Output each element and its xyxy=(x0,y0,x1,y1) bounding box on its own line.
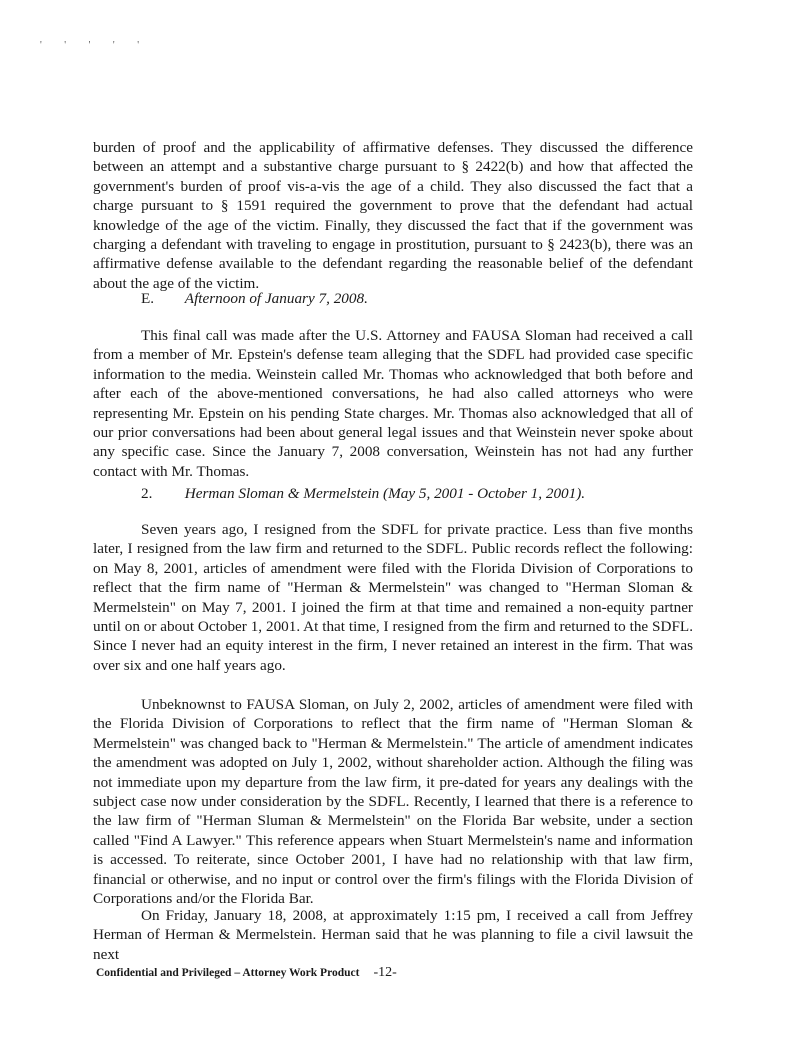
paragraph-e xyxy=(93,326,693,481)
section-label: E. xyxy=(141,290,155,307)
section-title: Herman Sloman & Mermelstein (May 5, 2001 - October 1, 2001). xyxy=(184,485,586,502)
scan-specks: ' ' ' ' ' xyxy=(40,40,150,51)
section-title: Afternoon of January 7, 2008. xyxy=(184,290,368,307)
section-heading-e xyxy=(141,289,368,308)
paragraph-2b xyxy=(93,695,693,908)
paragraph-text: Unbeknownst to FAUSA Sloman, on July 2, 2002, articles of amendment were filed with the Florida Division of Corporations to reflect that the firm name of "Herman Sloman & Mermelstein" was changed back to "Herman & Mermelstein." The article of amendment indicates the amendment was adopted on July 1, 2002, without shareholder action. Although the filing was not immediate upon my departure from the law firm, it pre-dated for years any dealings with the subject case now under consideration by the SDFL. Recently, I learned that there is a reference to the law firm of "Herman Sluman & Mermelstein" on the Florida Bar website, under a section called "Find A Lawyer." This reference appears when Stuart Mermelstein's name and information is accessed. To reiterate, since October 2001, I have had no relationship with that law firm, financial or otherwise, and no input or control over the firm's filings with the Florida Division of Corporations and/or the Florida Bar. xyxy=(93,696,693,908)
paragraph-2c xyxy=(93,906,693,964)
paragraph-continued xyxy=(93,138,693,293)
page-footer xyxy=(96,963,397,981)
section-label: 2. xyxy=(141,485,153,502)
paragraph-text: This final call was made after the U.S. Attorney and FAUSA Sloman had received a call from a member of Mr. Epstein's defense team alleging that the SDFL had provided case specific information to the media. Weinstein called Mr. Thomas who acknowledged that both before and after each of the above-mentioned conversations, he had also called attorneys who were representing Mr. Epstein on his pending State charges. Mr. Thomas also acknowledged that all of our prior conversations had been about general legal issues and that Weinstein never spoke about any specific case. Since the January 7, 2008 conversation, Weinstein has not had any further contact with Mr. Thomas. xyxy=(93,327,693,480)
paragraph-text: Seven years ago, I resigned from the SDFL for private practice. Less than five months later, I resigned from the law firm and returned to the SDFL. Public records reflect the following: on May 8, 2001, articles of amendment were filed with the Florida Division of Corporations to reflect that the firm name of "Herman & Mermelstein" was changed to "Herman Sloman & Mermelstein" on May 7, 2001. I joined the firm at that time and remained a non-equity partner until on or about October 1, 2001. At that time, I resigned from the firm and returned to the SDFL. Since I never had an equity interest in the firm, I never retained an interest in the firm. That was over six and one half years ago. xyxy=(93,521,693,674)
paragraph-2a xyxy=(93,520,693,675)
paragraph-text: On Friday, January 18, 2008, at approximately 1:15 pm, I received a call from Jeffrey Herman of Herman & Mermelstein. Herman said that he was planning to file a civil lawsuit the next xyxy=(93,907,693,963)
confidential-notice: Confidential and Privileged – Attorney Work Product xyxy=(96,967,360,979)
page-number: -12- xyxy=(373,965,397,980)
paragraph-text: burden of proof and the applicability of affirmative defenses. They discussed the difference between an attempt and a substantive charge pursuant to § 2422(b) and how that affected the government's burden of proof vis-a-vis the age of a child. They also discussed the fact that a charge pursuant to § 1591 required the government to prove that the defendant had actual knowledge of the age of the victim. Finally, they discussed the fact that if the government was charging a defendant with traveling to engage in prostitution, pursuant to § 2423(b), there was an affirmative defense available to the defendant regarding the reasonable belief of the defendant about the age of the victim. xyxy=(93,139,693,292)
section-heading-2 xyxy=(141,484,585,503)
